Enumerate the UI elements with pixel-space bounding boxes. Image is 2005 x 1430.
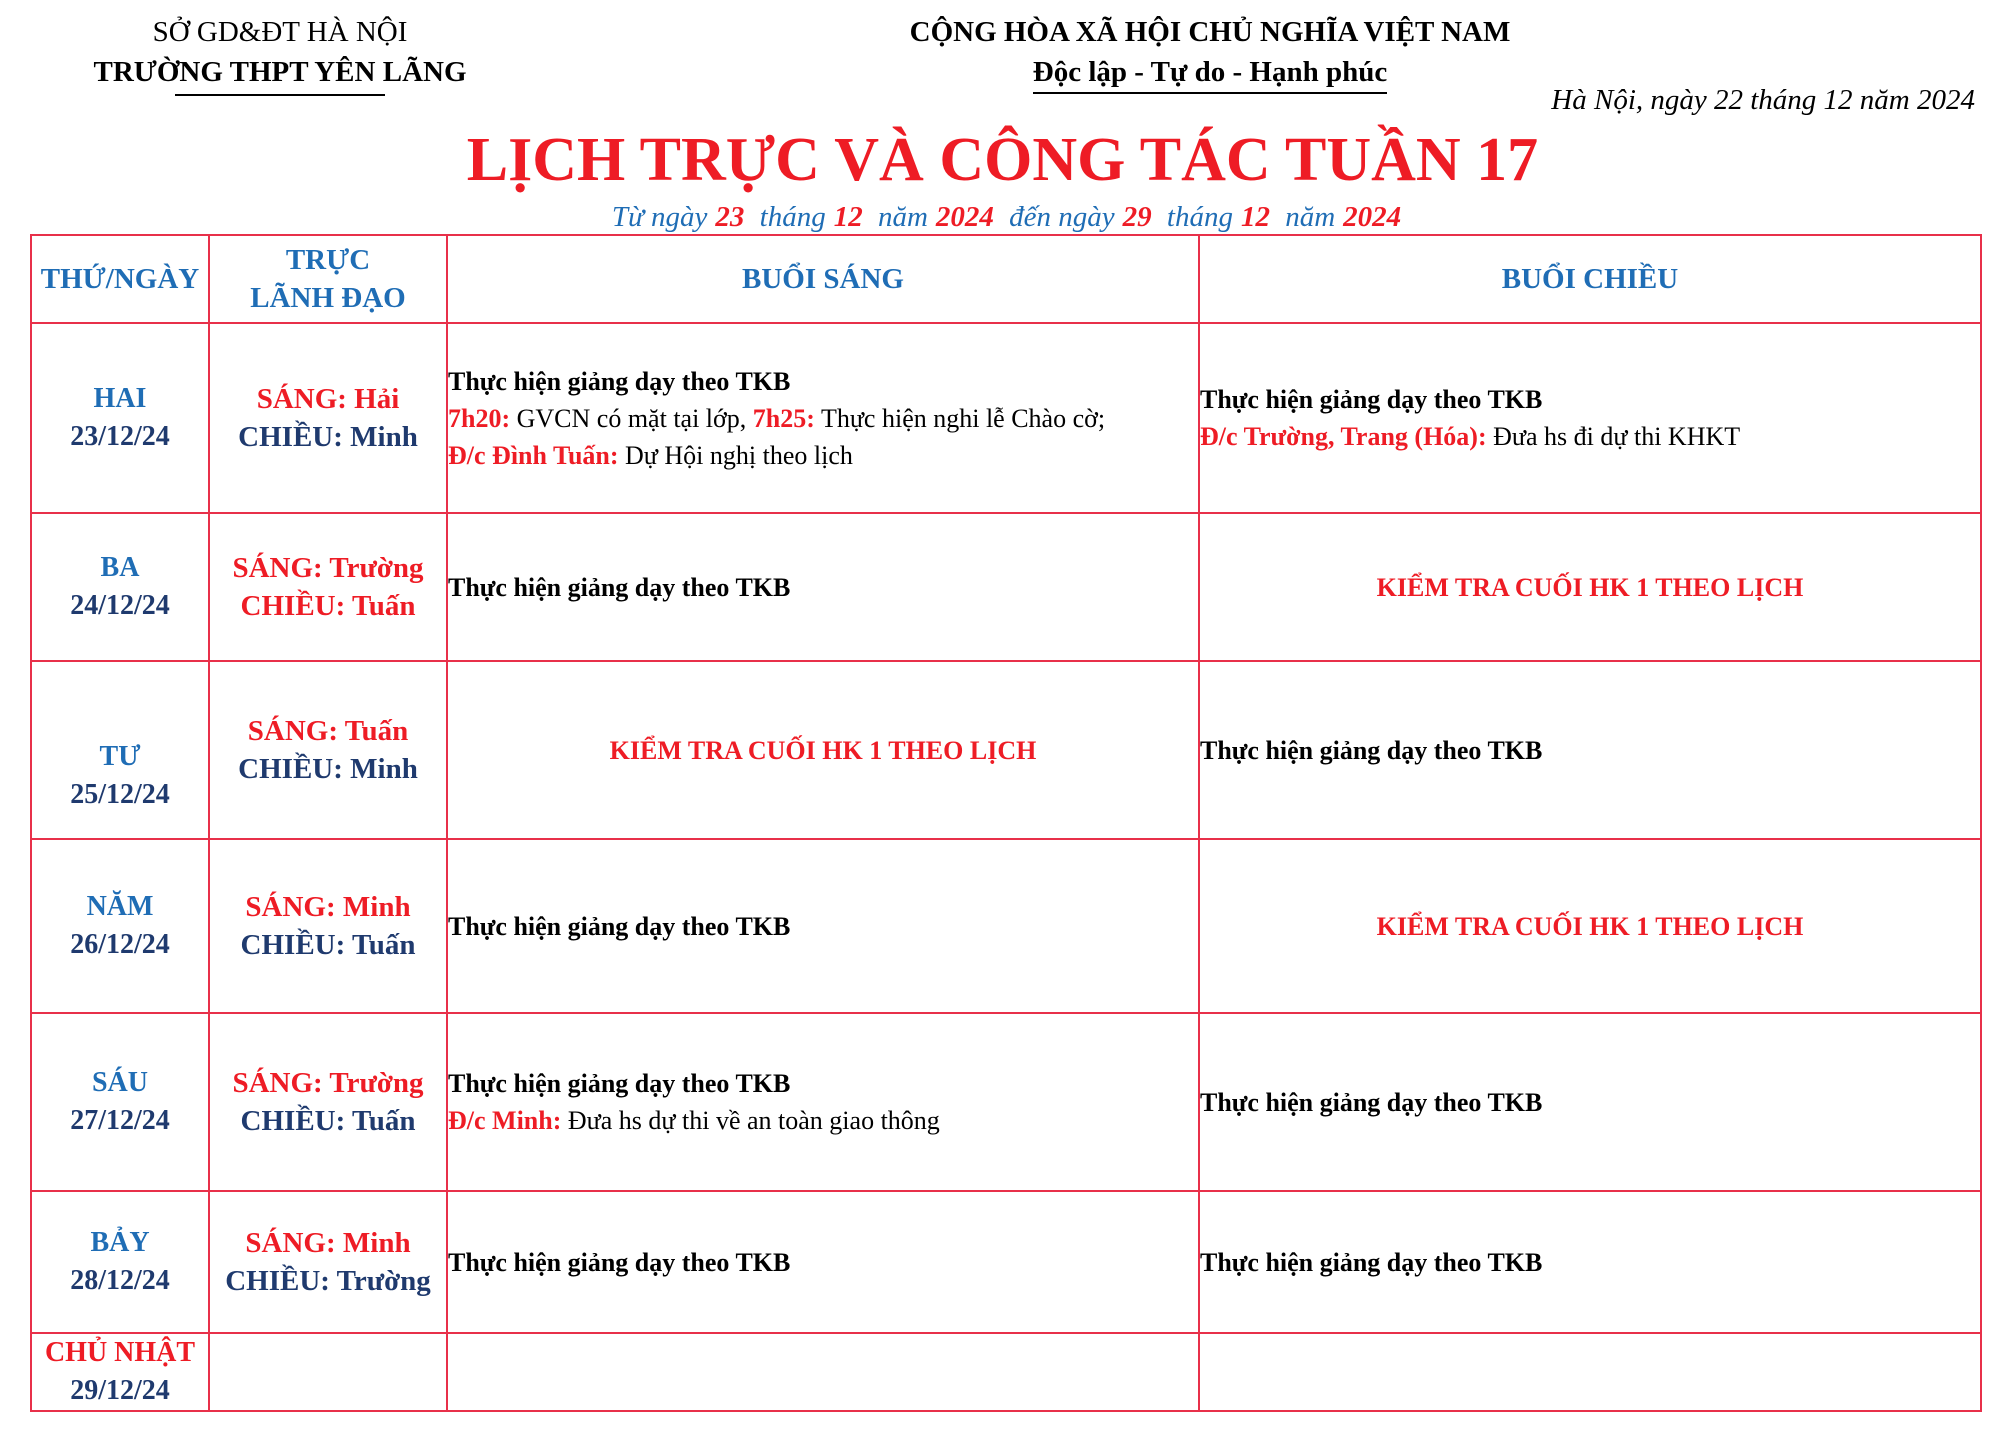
issuer-block (20, 12, 540, 96)
morning-activities (447, 323, 1199, 513)
day-cell (31, 513, 209, 661)
document-title: LỊCH TRỰC VÀ CÔNG TÁC TUẦN 17 (466, 126, 1539, 194)
activity-line (448, 1102, 1198, 1139)
morning-leader: Minh (342, 1227, 411, 1259)
table-row (31, 661, 1981, 839)
day-name: CHỦ NHẬT (44, 1337, 196, 1368)
range-word: tháng (759, 201, 826, 233)
department-name: SỞ GD&ĐT HÀ NỘI (152, 16, 408, 48)
activity-text: GVCN có mặt tại lớp, (510, 403, 753, 433)
national-heading (860, 12, 1560, 94)
table-row (31, 1013, 1981, 1191)
afternoon-activities (1199, 661, 1981, 839)
afternoon-label: CHIỀU: (240, 590, 346, 622)
activity-line: Thực hiện giảng dạy theo TKB (448, 366, 791, 396)
day-date: 24/12/24 (70, 590, 170, 621)
activity-line: Thực hiện giảng dạy theo TKB (1200, 735, 1543, 765)
leader-cell (209, 1013, 447, 1191)
col-header-day: THỨ/NGÀY (31, 235, 209, 323)
time-label: 7h20: (448, 403, 511, 433)
exam-notice: KIỂM TRA CUỐI HK 1 THEO LỊCH (1376, 911, 1804, 941)
col-header-leader-line1: TRỰC (285, 244, 371, 276)
exam-notice: KIỂM TRA CUỐI HK 1 THEO LỊCH (1376, 572, 1804, 602)
afternoon-leader: Tuấn (352, 1105, 416, 1137)
activity-line: Thực hiện giảng dạy theo TKB (1200, 385, 1543, 414)
date-range (0, 198, 2005, 236)
range-end-year: 2024 (1343, 201, 1402, 233)
activity-line: Thực hiện giảng dạy theo TKB (448, 1069, 791, 1098)
morning-leader: Trường (329, 552, 424, 584)
issue-date: Hà Nội, ngày 22 tháng 12 năm 2024 (1551, 84, 1975, 116)
afternoon-activities (1199, 323, 1981, 513)
afternoon-leader: Trường (336, 1265, 431, 1297)
day-cell (31, 661, 209, 839)
afternoon-activities (1199, 1013, 1981, 1191)
day-date: 27/12/24 (70, 1105, 170, 1136)
leader-cell (209, 839, 447, 1013)
col-header-morning: BUỔI SÁNG (447, 235, 1199, 323)
morning-label: SÁNG: (245, 1227, 336, 1259)
activity-line (1200, 418, 1980, 455)
activity-line (448, 437, 1198, 474)
table-row (31, 323, 1981, 513)
table-header-row (31, 235, 1981, 323)
afternoon-leader: Minh (350, 421, 418, 453)
morning-activities (447, 839, 1199, 1013)
afternoon-activities (1199, 513, 1981, 661)
activity-line (448, 400, 1198, 437)
afternoon-label: CHIỀU: (238, 753, 343, 785)
morning-leader: Hải (354, 383, 400, 415)
table-row (31, 513, 1981, 661)
table-row (31, 839, 1981, 1013)
afternoon-leader: Tuấn (352, 590, 416, 622)
range-end-month: 12 (1240, 201, 1270, 233)
person-label: Đ/c Minh: (448, 1106, 562, 1135)
day-cell (31, 1013, 209, 1191)
day-date: 23/12/24 (70, 421, 170, 452)
activity-line: Thực hiện giảng dạy theo TKB (448, 911, 791, 941)
leader-cell (209, 1333, 447, 1411)
afternoon-leader: Tuấn (352, 929, 416, 961)
exam-notice: KIỂM TRA CUỐI HK 1 THEO LỊCH (609, 735, 1037, 765)
col-header-afternoon: BUỔI CHIỀU (1199, 235, 1981, 323)
morning-activities (447, 1013, 1199, 1191)
afternoon-leader: Minh (350, 753, 418, 785)
day-date: 29/12/24 (70, 1375, 170, 1406)
morning-label: SÁNG: (256, 383, 347, 415)
day-cell (31, 1191, 209, 1333)
morning-leader: Trường (329, 1067, 424, 1099)
leader-cell (209, 323, 447, 513)
table-row (31, 1191, 1981, 1333)
day-name: NĂM (86, 891, 154, 922)
morning-activities (447, 1191, 1199, 1333)
day-date: 28/12/24 (70, 1265, 170, 1296)
leader-cell (209, 661, 447, 839)
national-motto: Độc lập - Tự do - Hạnh phúc (1033, 52, 1388, 94)
morning-activities (447, 661, 1199, 839)
morning-label: SÁNG: (245, 891, 336, 923)
range-start-month: 12 (833, 201, 863, 233)
day-name: SÁU (91, 1067, 148, 1098)
morning-leader: Minh (342, 891, 411, 923)
range-start-day: 23 (715, 201, 745, 233)
activity-text: Đưa hs dự thi về an toàn giao thông (561, 1106, 940, 1135)
morning-label: SÁNG: (247, 715, 339, 747)
afternoon-activities (1199, 1333, 1981, 1411)
day-name: BA (100, 552, 140, 583)
afternoon-label: CHIỀU: (238, 421, 343, 453)
afternoon-label: CHIỀU: (225, 1265, 330, 1297)
range-word: tháng (1166, 201, 1233, 233)
range-start-year: 2024 (935, 201, 994, 233)
afternoon-label: CHIỀU: (240, 929, 346, 961)
person-label: Đ/c Trường, Trang (Hóa): (1200, 422, 1487, 451)
activity-line: Thực hiện giảng dạy theo TKB (1200, 1247, 1543, 1277)
school-underline (175, 94, 385, 96)
activity-line: Thực hiện giảng dạy theo TKB (448, 572, 791, 602)
activity-text: Dự Hội nghị theo lịch (618, 440, 853, 470)
range-end-day: 29 (1122, 201, 1152, 233)
day-cell (31, 1333, 209, 1411)
afternoon-activities (1199, 839, 1981, 1013)
table-row (31, 1333, 1981, 1411)
school-name: TRƯỜNG THPT YÊN LÃNG (93, 56, 467, 88)
leader-cell (209, 1191, 447, 1333)
day-name: HAI (93, 383, 147, 414)
leader-cell (209, 513, 447, 661)
morning-activities (447, 513, 1199, 661)
country-name: CỘNG HÒA XÃ HỘI CHỦ NGHĨA VIỆT NAM (909, 16, 1511, 48)
range-word: năm (1285, 201, 1336, 233)
day-name: BẢY (90, 1227, 150, 1258)
afternoon-label: CHIỀU: (240, 1105, 346, 1137)
day-name: TƯ (99, 741, 141, 772)
range-word: năm (877, 201, 928, 233)
activity-text: Đưa hs đi dự thi KHKT (1486, 422, 1741, 451)
col-header-leader (209, 235, 447, 323)
afternoon-activities (1199, 1191, 1981, 1333)
day-cell (31, 839, 209, 1013)
day-date: 26/12/24 (70, 929, 170, 960)
person-label: Đ/c Đình Tuấn: (448, 440, 619, 470)
morning-activities (447, 1333, 1199, 1411)
schedule-table (30, 234, 1982, 1412)
range-word: đến ngày (1009, 201, 1115, 233)
morning-label: SÁNG: (232, 552, 323, 584)
morning-label: SÁNG: (232, 1067, 323, 1099)
range-word: Từ ngày (611, 201, 708, 233)
day-cell (31, 323, 209, 513)
activity-line: Thực hiện giảng dạy theo TKB (448, 1247, 791, 1277)
time-label: 7h25: (752, 403, 815, 433)
activity-text: Thực hiện nghi lễ Chào cờ; (814, 403, 1106, 433)
morning-leader: Tuấn (344, 715, 409, 747)
col-header-leader-line2: LÃNH ĐẠO (250, 282, 406, 314)
activity-line: Thực hiện giảng dạy theo TKB (1200, 1087, 1543, 1117)
day-date: 25/12/24 (70, 779, 170, 810)
